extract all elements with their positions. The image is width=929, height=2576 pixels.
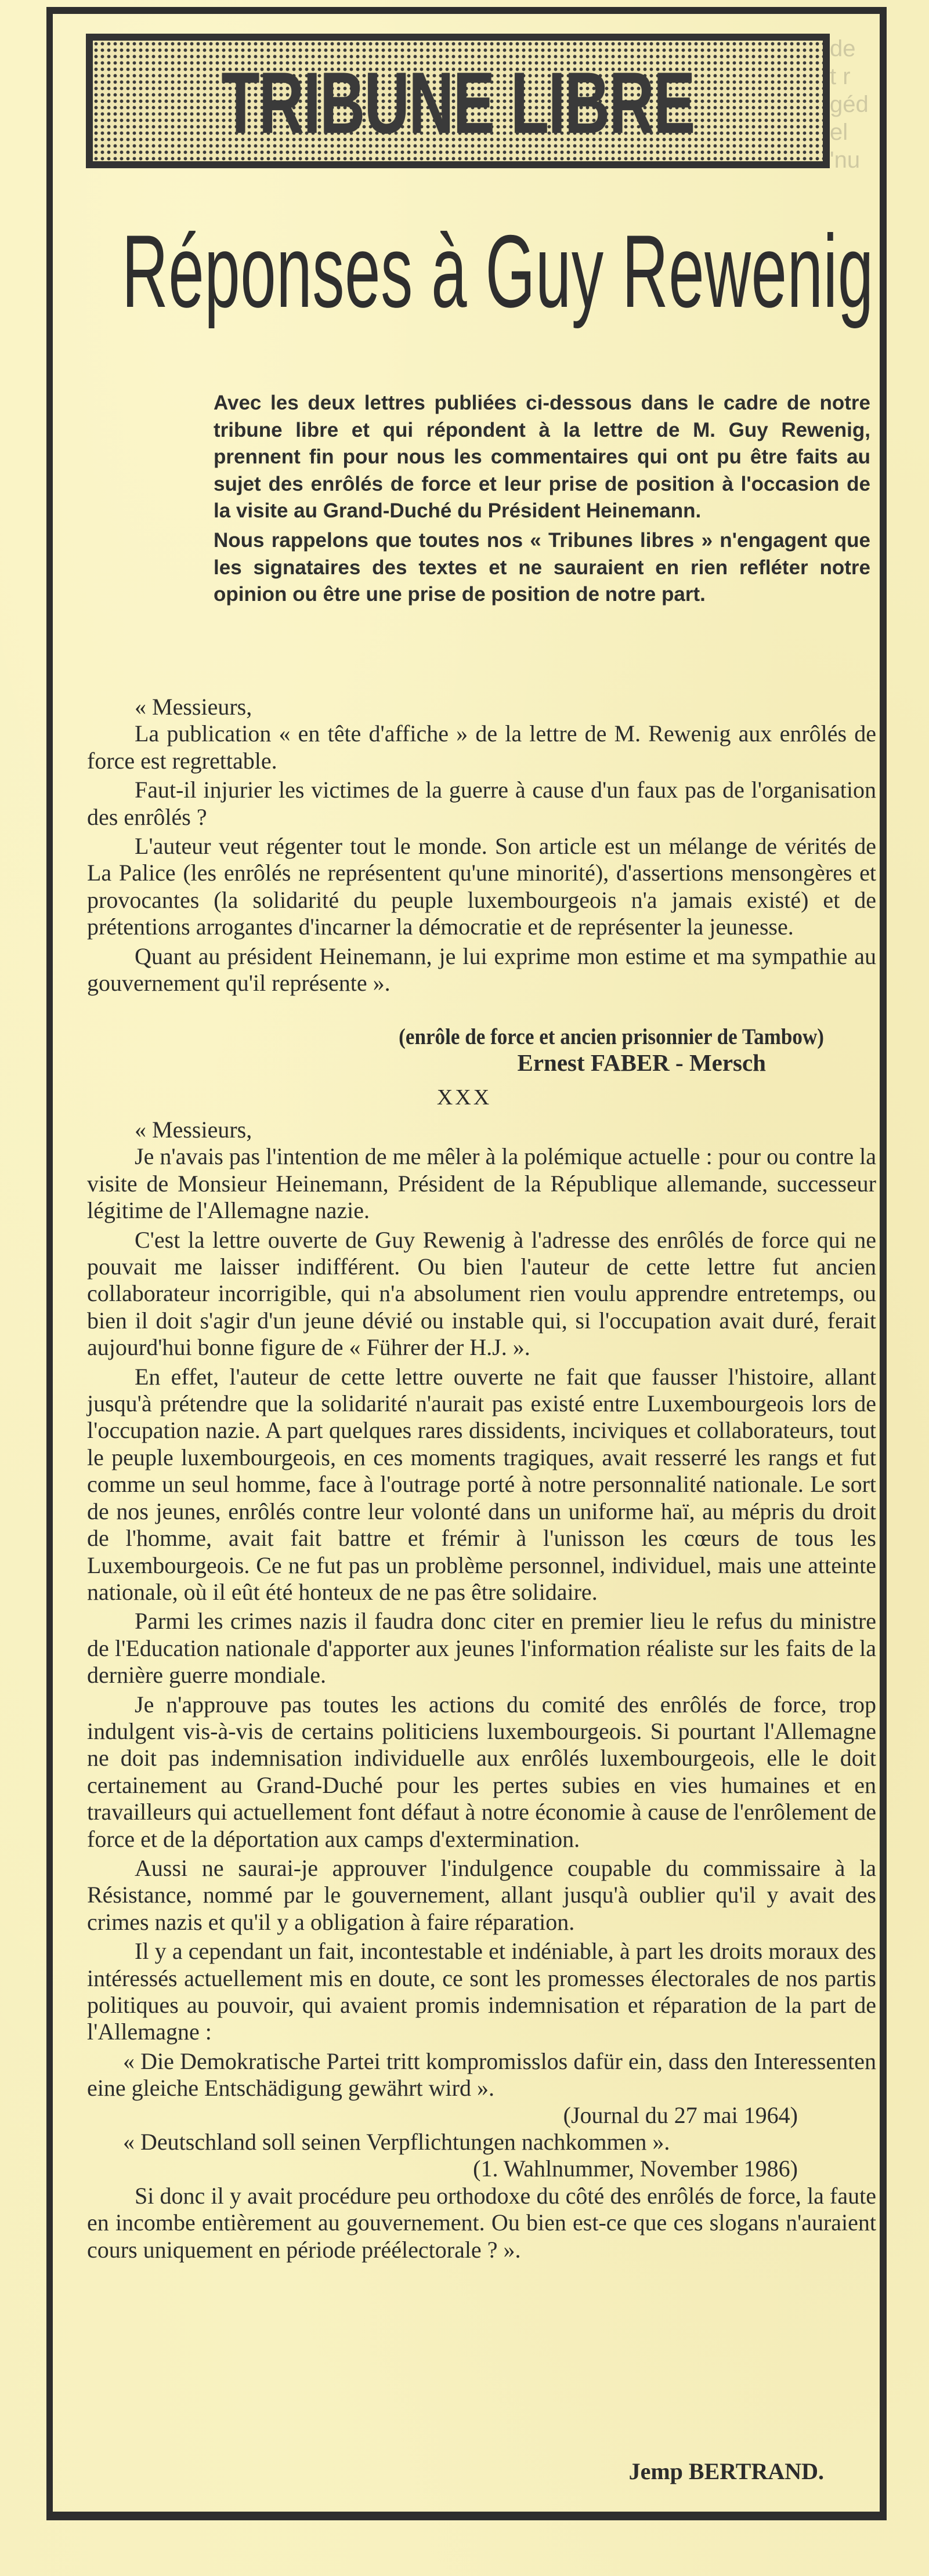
quoted-slogan: « Die Demokratische Partei tritt kompromisslos dafür ein, dass den Interessenten eine gleiche Entschädigung gewährt wird ». <box>87 2048 876 2102</box>
letter-paragraph: Il y a cependant un fait, incontestable et indéniable, à part les droits moraux des intéressés actuellement mis en doute, ce sont les promesses électorales de nos partis politiques au pouvoir, qui avaient promis indemnisation et réparation de la part de l'Allemagne : <box>87 1938 876 2045</box>
section-banner <box>86 34 830 168</box>
bleed-through-text: de t r géd el 'nu <box>830 36 869 173</box>
editorial-intro <box>214 390 870 608</box>
signature-faber: Ernest FABER - Mersch <box>517 1049 766 1076</box>
letter-paragraph: En effet, l'auteur de cette lettre ouverte ne fait que fausser l'histoire, allant jusqu'à prétendre que la solidarité n'aurait pas existé entre Luxembourgeois lors de l'occupation nazie. A part quelques rares dissidents, inciviques et collaborateurs, tout le peuple luxembourgeois, en ces moments tragiques, avait resserré les rangs et fut comme un seul homme, face à l'outrage porté à notre personnalité nationale. Le sort de nos jeunes, enrôlés contre leur volonté dans un uniforme haï, au mépris du droit de l'homme, avait fait battre et frémir à l'unisson les cœurs de tous les Luxembourgeois. Ce ne fut pas un problème personnel, individuel, mais une atteinte nationale, où il eût été honteux de ne pas être solidaire. <box>87 1363 876 1605</box>
letter-paragraph: Je n'avais pas l'intention de me mêler à la polémique actuelle : pour ou contre la visite de Monsieur Heinemann, Président de la République allemande, successeur légitime de l'Allemagne nazie. <box>87 1143 876 1224</box>
letter-salutation: « Messieurs, <box>135 694 252 720</box>
quote-source: (Journal du 27 mai 1964) <box>563 2102 798 2128</box>
signature-bertrand: Jemp BERTRAND. <box>628 2458 824 2484</box>
headline: Réponses à Guy Rewenig <box>122 213 874 329</box>
letter-paragraph: Parmi les crimes nazis il faudra donc citer en premier lieu le refus du ministre de l'Education nationale d'apporter aux jeunes l'information réaliste sur les faits de la dernière guerre mondiale. <box>87 1608 876 1689</box>
intro-text: Nous rappelons que toutes nos « Tribunes libres » n'engagent que les signataires des textes et ne sauraient en rien refléter notre opinion ou être une prise de position de notre part. <box>214 528 870 606</box>
letter-paragraph: Je n'approuve pas toutes les actions du comité des enrôlés de force, trop indulgent vis-à-vis de certains politiciens luxembourgeois. Si pourtant l'Allemagne ne doit pas indemnisation individuelle aux enrôlés luxembourgeois, elle le doit certainement au Grand-Duché pour les pertes subies en vies humaines et en travailleurs qui actuellement font défaut à notre économie à cause de l'enrôlement de force et de la déportation aux camps d'extermination. <box>87 1691 876 1852</box>
letter-paragraph: La publication « en tête d'affiche » de la lettre de M. Rewenig aux enrôlés de force est regrettable. <box>87 720 876 774</box>
letter-salutation: « Messieurs, <box>135 1117 252 1143</box>
letter-paragraph: C'est la lettre ouverte de Guy Rewenig à l'adresse des enrôlés de force qui ne pouvait me laisser indifférent. Ou bien l'auteur de cette lettre fut ancien collaborateur incorrigible, qui n'a absolument rien voulu apprendre entretemps, ou bien il doit s'agir d'un jeune dévié ou instable qui, si l'occupation avait duré, ferait aujourd'hui bonne figure de « Führer der H.J. ». <box>87 1226 876 1361</box>
intro-paragraph <box>214 527 870 608</box>
quoted-slogan: « Deutschland soll seinen Verpflichtungen nachkommen ». <box>123 2129 670 2155</box>
letter-bertrand <box>87 1117 876 2266</box>
letter-separator: XXX <box>436 1085 492 1110</box>
section-banner-title: TRIBUNE LIBRE <box>221 54 695 151</box>
letter-paragraph: L'auteur veut régenter tout le monde. Son article est un mélange de vérités de La Palice (les enrôlés ne représentent qu'une minorité), d'assertions mensongères et provocantes (la solidarité du peuple luxembourgeois n'a jamais existé) et de prétentions arrogantes d'incarner la démocratie et de représenter la jeunesse. <box>87 833 876 940</box>
quote-source: (1. Wahlnummer, November 1986) <box>473 2155 798 2182</box>
letter-closing: Si donc il y avait procédure peu orthodoxe du côté des enrôlés de force, la faute en incombe entièrement au gouvernement. Ou bien est-ce que ces slogans n'auraient cours uniquement en période préélectorale ? ». <box>87 2182 876 2263</box>
letter-paragraph: Aussi ne saurai-je approuver l'indulgence coupable du commissaire à la Résistance, nommé par le gouvernement, allant jusqu'à oublier qu'il y avait des crimes nazis et qu'il y a obligation à faire réparation. <box>87 1854 876 1935</box>
letter-paragraph: Faut-il injurier les victimes de la guerre à cause d'un faux pas de l'organisation des enrôlés ? <box>87 777 876 830</box>
letter-paragraph: Quant au président Heinemann, je lui exprime mon estime et ma sympathie au gouvernement qu'il représente ». <box>87 943 876 997</box>
intro-paragraph <box>214 390 870 525</box>
letter-faber <box>87 694 876 999</box>
intro-text: Avec les deux lettres publiées ci-dessous dans le cadre de notre tribune libre et qui répondent à la lettre de M. Guy Rewenig, prennent fin pour nous les commentaires qui ont pu être faits au sujet des enrôlés de force et leur prise de position à l'occasion de la visite au Grand-Duché du Président Heinemann. <box>214 392 870 523</box>
signature-note-faber: (enrôle de force et ancien prisonnier de Tambow) <box>399 1024 824 1049</box>
